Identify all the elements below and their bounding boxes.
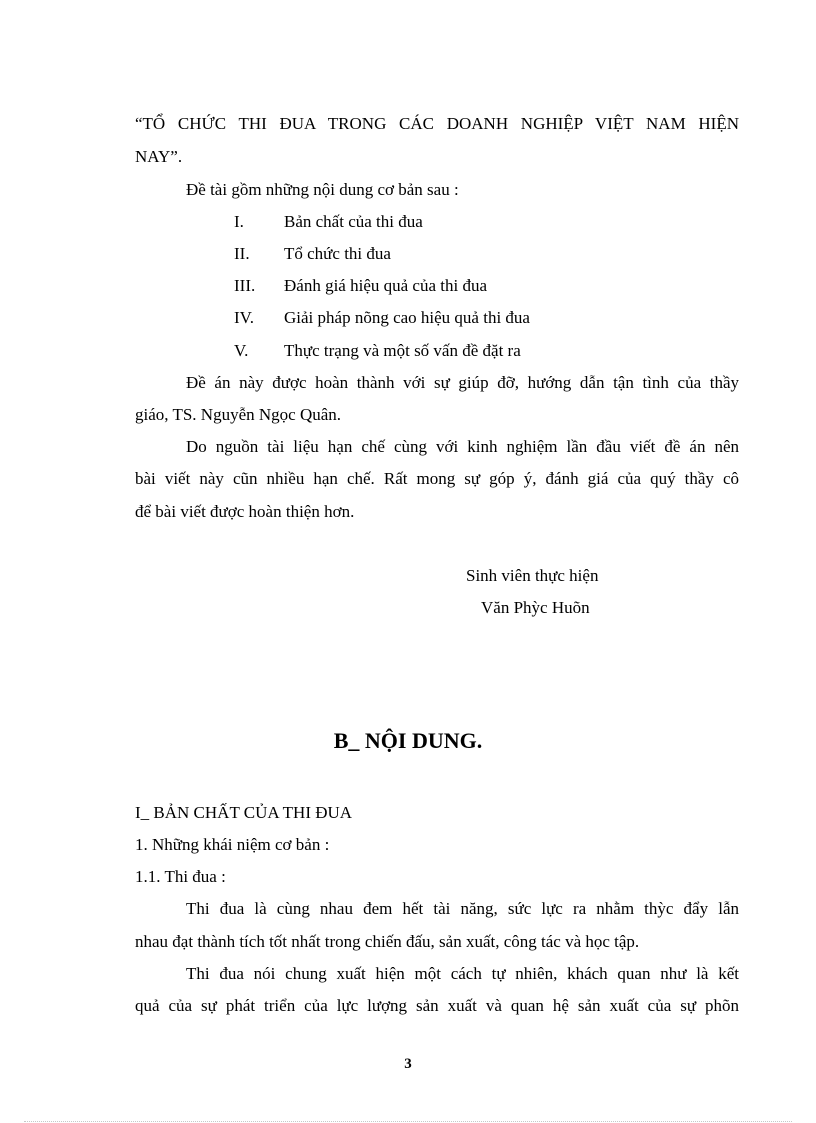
list-item-number: V. — [234, 341, 249, 360]
section-1-heading: I_ BẢN CHẤT CỦA THI ĐUA — [135, 803, 353, 822]
page-bottom-divider — [24, 1121, 792, 1122]
page-number: 3 — [404, 1056, 412, 1072]
apology-line-3: để bài viết được hoàn thiện hơn. — [135, 502, 355, 521]
paragraph-2-line-1: Thi đua nói chung xuất hiện một cách tự nhiên, khách quan như là kết — [186, 964, 739, 983]
title-line-1: “TỔ CHỨC THI ĐUA TRONG CÁC DOANH NGHIỆP VIỆT NAM HIỆN — [135, 114, 739, 133]
paragraph-2-line-2: quả của sự phát triển của lực lượng sản xuất và quan hệ sản xuất của sự phõn — [135, 996, 739, 1015]
topics-intro: Đề tài gồm những nội dung cơ bản sau : — [186, 180, 459, 199]
paragraph-1-line-1: Thi đua là cùng nhau đem hết tài năng, sức lực ra nhằm thỳc đẩy lẫn — [186, 899, 739, 918]
signature-role: Sinh viên thực hiện — [466, 566, 599, 585]
signature-name: Văn Phỳc Huõn — [481, 598, 590, 617]
subsection-1-heading: 1. Những khái niệm cơ bản : — [135, 835, 330, 854]
list-item-text: Thực trạng và một số vấn đề đặt ra — [284, 341, 521, 360]
paragraph-1-line-2: nhau đạt thành tích tốt nhất trong chiến đấu, sản xuất, công tác và học tập. — [135, 932, 640, 951]
list-item-number: III. — [234, 276, 256, 295]
section-b-heading: B_ NỘI DUNG. — [333, 728, 483, 753]
apology-line-1: Do nguồn tài liệu hạn chế cùng với kinh nghiệm lần đầu viết đề án nên — [186, 437, 739, 456]
list-item-number: IV. — [234, 308, 254, 327]
subsection-1-1-heading: 1.1. Thi đua : — [135, 867, 226, 886]
apology-line-2: bài viết này cũn nhiều hạn chế. Rất mong sự góp ý, đánh giá của quý thầy cô — [135, 469, 739, 488]
acknowledgement-line-1: Đề án này được hoàn thành với sự giúp đỡ, hướng dẫn tận tình của thầy — [186, 373, 739, 392]
list-item-text: Giải pháp nõng cao hiệu quả thi đua — [284, 308, 530, 327]
list-item-number: II. — [234, 244, 250, 263]
list-item-number: I. — [234, 212, 244, 231]
acknowledgement-line-2: giáo, TS. Nguyễn Ngọc Quân. — [135, 405, 342, 424]
list-item-text: Đánh giá hiệu quả của thi đua — [284, 276, 487, 295]
list-item-text: Tổ chức thi đua — [284, 244, 391, 263]
title-line-2: NAY”. — [135, 147, 183, 166]
list-item-text: Bản chất của thi đua — [284, 212, 423, 231]
